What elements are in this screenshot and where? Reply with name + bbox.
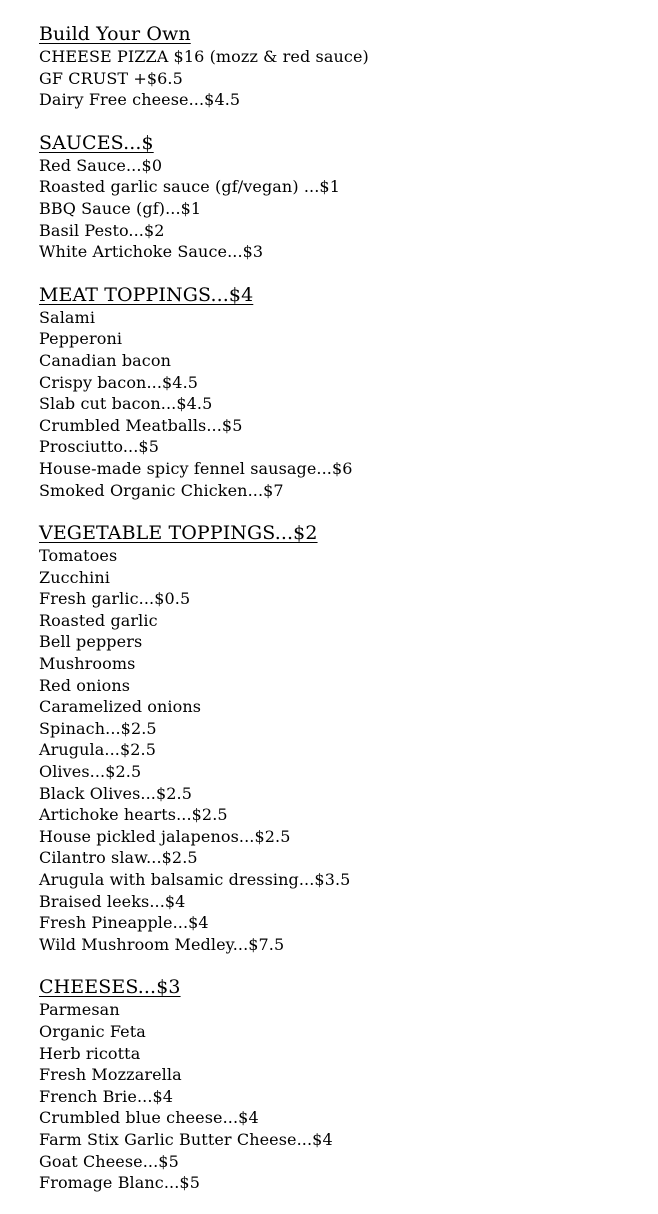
menu-item: Braised leeks...$4: [39, 891, 186, 911]
menu-item: Basil Pesto...$2: [39, 220, 165, 240]
menu-item: Crumbled Meatballs...$5: [39, 415, 243, 435]
meat-toppings-section: [39, 283, 639, 501]
menu-item: Arugula...$2.5: [39, 740, 156, 760]
menu-item: Fresh Mozzarella: [39, 1065, 182, 1085]
section-heading: MEAT TOPPINGS...$4: [39, 283, 254, 306]
menu-item: Mushrooms: [39, 654, 136, 674]
menu-item: Caramelized onions: [39, 697, 202, 717]
menu-item: House pickled jalapenos...$2.5: [39, 826, 291, 846]
menu-item: Roasted garlic sauce (gf/vegan) ...$1: [39, 177, 340, 197]
menu-item: GF CRUST +$6.5: [39, 68, 183, 88]
menu-item: Olives...$2.5: [39, 762, 142, 782]
menu-item: Salami: [39, 307, 96, 327]
menu-item: Organic Feta: [39, 1021, 146, 1041]
menu-item: Farm Stix Garlic Butter Cheese...$4: [39, 1129, 333, 1149]
sauces-section: [39, 131, 639, 263]
menu-item: Slab cut bacon...$4.5: [39, 394, 213, 414]
menu-item: Cilantro slaw...$2.5: [39, 848, 198, 868]
section-heading: Build Your Own: [39, 23, 191, 45]
menu-item: Tomatoes: [39, 546, 118, 566]
build-your-own-section: [39, 22, 639, 111]
menu-item: White Artichoke Sauce...$3: [39, 242, 264, 262]
menu-item: Goat Cheese...$5: [39, 1151, 179, 1171]
menu-item: Roasted garlic: [39, 610, 158, 630]
menu-item: House-made spicy fennel sausage...$6: [39, 458, 353, 478]
menu-item: Red Sauce...$0: [39, 155, 163, 175]
section-heading: SAUCES...$: [39, 131, 154, 154]
cheeses-section: [39, 975, 639, 1193]
menu-item: Fresh garlic...$0.5: [39, 589, 191, 609]
menu-item: Herb ricotta: [39, 1043, 141, 1063]
vegetable-toppings-section: [39, 521, 639, 955]
menu-item: French Brie...$4: [39, 1086, 174, 1106]
section-heading: VEGETABLE TOPPINGS...$2: [39, 522, 318, 545]
pizza-menu: [39, 22, 639, 1214]
menu-item: Parmesan: [39, 1000, 120, 1020]
menu-item: Fresh Pineapple...$4: [39, 913, 209, 933]
menu-item: CHEESE PIZZA $16 (mozz & red sauce): [39, 47, 369, 66]
menu-item: Crispy bacon...$4.5: [39, 372, 199, 392]
menu-item: Pepperoni: [39, 329, 123, 349]
menu-item: Spinach...$2.5: [39, 718, 157, 738]
menu-item: Crumbled blue cheese...$4: [39, 1108, 259, 1128]
menu-item: Bell peppers: [39, 632, 143, 652]
menu-item: Red onions: [39, 675, 131, 695]
menu-item: Prosciutto...$5: [39, 437, 159, 457]
menu-item: BBQ Sauce (gf)...$1: [39, 198, 202, 218]
menu-item: Arugula with balsamic dressing...$3.5: [39, 870, 351, 889]
menu-item: Zucchini: [39, 567, 110, 587]
menu-item: Canadian bacon: [39, 350, 171, 370]
menu-item: Wild Mushroom Medley...$7.5: [39, 934, 285, 954]
menu-item: Black Olives...$2.5: [39, 783, 193, 803]
menu-item: Dairy Free cheese...$4.5: [39, 90, 241, 110]
menu-item: Artichoke hearts...$2.5: [39, 805, 228, 825]
section-heading: CHEESES...$3: [39, 976, 181, 999]
menu-item: Smoked Organic Chicken...$7: [39, 480, 284, 500]
menu-item: Fromage Blanc...$5: [39, 1173, 200, 1193]
